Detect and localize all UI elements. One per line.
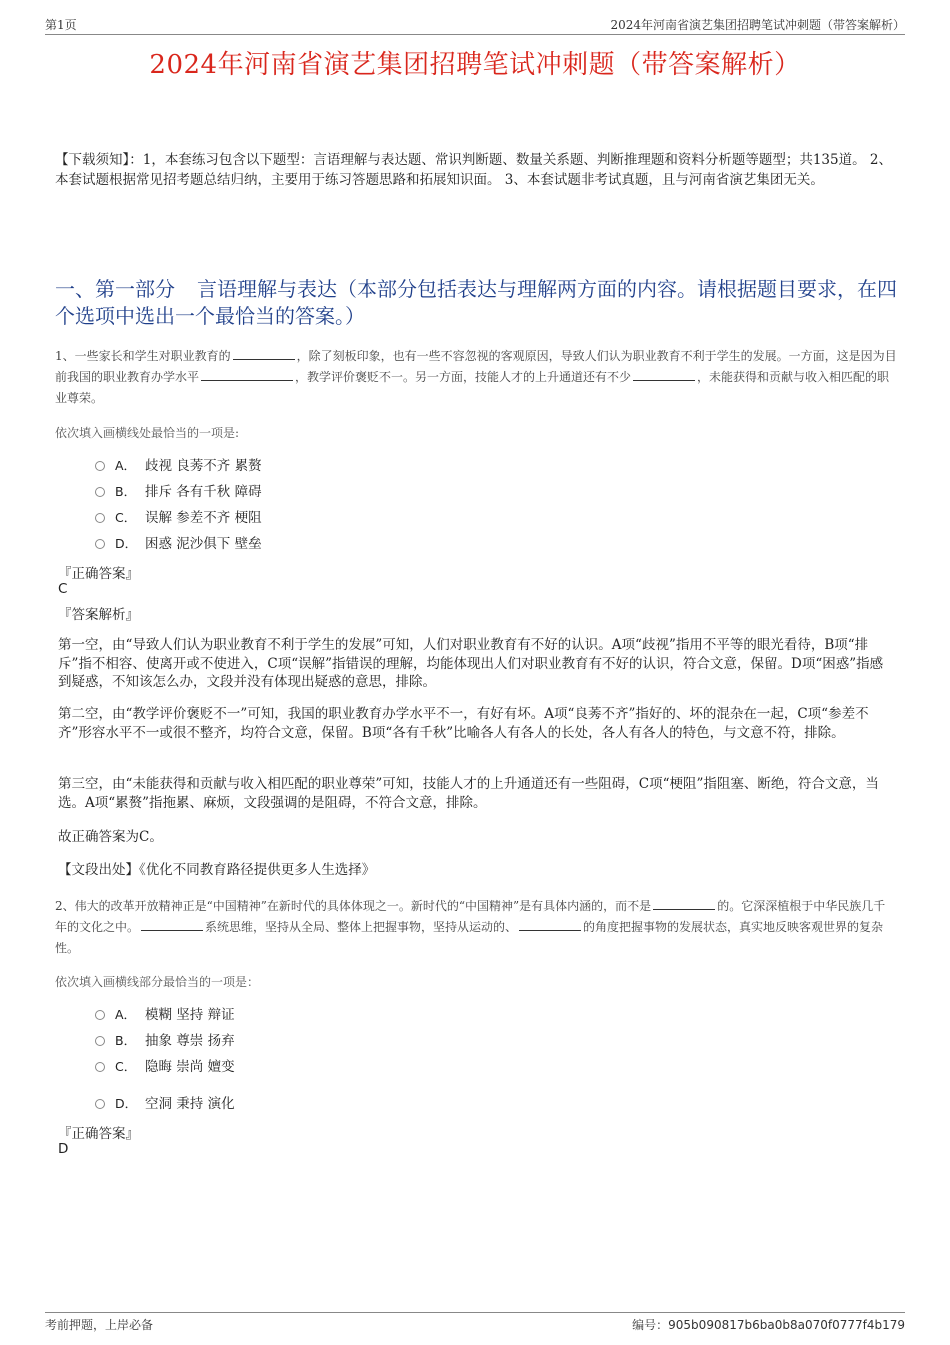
radio-icon[interactable] [95, 513, 105, 523]
fill-blank [141, 918, 203, 931]
question-1-analysis-p3: 第三空，由“未能获得和贡献与收入相匹配的职业尊荣”可知，技能人才的上升通道还有一些阻碍，C项“梗阻”指阻塞、断绝，符合文意，当选。A项“累赘”指拖累、麻烦，文段强调的是阻碍，不符合文意，排除。 [58, 776, 879, 811]
radio-icon[interactable] [95, 1099, 105, 1109]
question-1-conclusion: 故正确答案为C。 [58, 829, 163, 845]
fill-blank [633, 368, 695, 381]
question-1-analysis-p1: 第一空，由“导致人们认为职业教育不利于学生的发展”可知，人们对职业教育有不好的认识。A项“歧视”指用不平等的眼光看待，B项“排斥”指不相容、使离开或不使进入，C项“误解”指错误的理解，均能体现出人们对职业教育有不好的认识，符合文意，保留。D项“困惑”指感到疑惑，不知该怎么办，文段并没有体现出疑惑的意思，排除。 [58, 637, 884, 690]
question-1-option-d[interactable]: D． 困惑 泥沙俱下 壁垒 [95, 534, 262, 554]
footer-slogan: 考前押题，上岸必备 [45, 1318, 154, 1332]
question-1-option-a[interactable]: A． 歧视 良莠不齐 累赘 [95, 456, 262, 476]
question-2-prompt: 依次填入画横线部分最恰当的一项是： [55, 975, 260, 989]
question-2-option-c[interactable]: C． 隐晦 崇尚 嬗变 [95, 1057, 235, 1077]
fill-blank [233, 347, 295, 360]
question-1-source: 【文段出处】《优化不同教育路径提供更多人生选择》 [58, 862, 376, 878]
page-number: 第1页 [45, 18, 77, 32]
section-part: 一、第一部分 [55, 277, 175, 301]
fill-blank [653, 897, 715, 910]
question-1-analysis-p2: 第二空，由“教学评价褒贬不一”可知，我国的职业教育办学水平不一，有好有坏。A项“良莠不齐”指好的、坏的混杂在一起，C项“参差不齐”形容水平不一或很不整齐，均符合文意，保留。B项“各有千秋”比喻各人有各人的长处，各人有各人的特色，与文意不符，排除。 [58, 706, 869, 741]
radio-icon[interactable] [95, 539, 105, 549]
header-doc-title: 2024年河南省演艺集团招聘笔试冲刺题（带答案解析） [610, 18, 905, 32]
page-footer [45, 1312, 905, 1331]
document-title: 2024年河南省演艺集团招聘笔试冲刺题（带答案解析） [149, 50, 801, 80]
radio-icon[interactable] [95, 1036, 105, 1046]
question-2-answer: D [58, 1141, 69, 1157]
question-1-analysis-label: 『答案解析』 [58, 607, 139, 623]
question-1-answer-label: 『正确答案』 [58, 566, 139, 582]
question-1-prompt: 依次填入画横线处最恰当的一项是: [55, 426, 240, 440]
fill-blank [201, 368, 293, 381]
section-text: 言语理解与表达（本部分包括表达与理解两方面的内容。请根据题目要求，在四个选项中选出一个最恰当的答案。） [55, 277, 897, 328]
fill-blank [519, 918, 581, 931]
footer-code: 编号：905b090817b6ba0b8a070f0777f4b179 [632, 1318, 905, 1332]
radio-icon[interactable] [95, 487, 105, 497]
question-2-option-b[interactable]: B． 抽象 尊崇 扬弃 [95, 1031, 235, 1051]
radio-icon[interactable] [95, 1062, 105, 1072]
question-1-answer: C [58, 581, 68, 597]
page-header [45, 14, 905, 35]
download-notice: 【下载须知】：1，本套练习包含以下题型：言语理解与表达题、常识判断题、数量关系题、判断推理题和资料分析题等题型；共135道。 2、本套试题根据常见招考题总结归纳，主要用于练习答题思路和拓展知识面。 3、本套试题非考试真题，且与河南省演艺集团无关。 [55, 152, 892, 188]
radio-icon[interactable] [95, 461, 105, 471]
question-2-option-a[interactable]: A． 模糊 坚持 辩证 [95, 1005, 235, 1025]
question-2-stem: 2、伟大的改革开放精神正是“中国精神”在新时代的具体体现之一。新时代的“中国精神”是有具体内涵的，而不是 的。它深深植根于中华民族几千年的文化之中。 系统思维，坚持从全局、整体上把握事物，坚持从运动的、 的角度把握事物的发展状态，真实地反映客观世界的复杂性。 [55, 899, 886, 955]
question-1-option-b[interactable]: B． 排斥 各有千秋 障碍 [95, 482, 262, 502]
question-1-stem: 1、一些家长和学生对职业教育的 ，除了刻板印象，也有一些不容忽视的客观原因，导致人们认为职业教育不利于学生的发展。一方面，这是因为目前我国的职业教育办学水平 ，教学评价褒贬不一。另一方面，技能人才的上升通道还有不少 ，未能获得和贡献与收入相匹配的职业尊荣。 [55, 349, 897, 405]
section-heading [55, 276, 897, 330]
question-1-option-c[interactable]: C． 误解 参差不齐 梗阻 [95, 508, 262, 528]
question-2-option-d[interactable]: D． 空洞 秉持 演化 [95, 1094, 235, 1114]
question-2-answer-label: 『正确答案』 [58, 1126, 139, 1142]
radio-icon[interactable] [95, 1010, 105, 1020]
